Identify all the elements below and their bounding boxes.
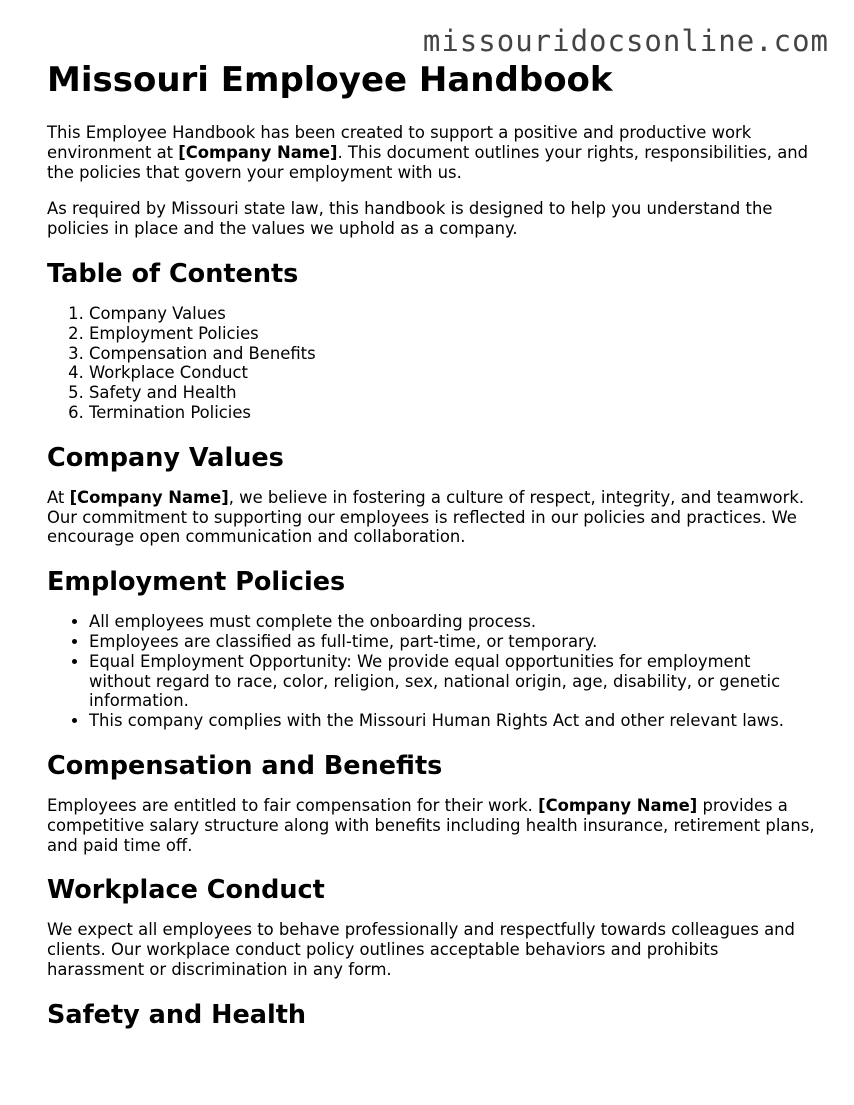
compensation-heading: Compensation and Benefits	[47, 750, 443, 781]
safety-heading: Safety and Health	[47, 999, 307, 1030]
intro-paragraph-2: As required by Missouri state law, this handbook is designed to help you understand the policies in place and the values we uphold as a company.	[47, 199, 773, 239]
policy-item: • This company complies with the Missouri Human Rights Act and other relevant laws.	[89, 711, 817, 731]
compensation-text-start: Employees are entitled to fair compensation for their work.	[47, 795, 539, 815]
workplace-conduct-paragraph: We expect all employees to behave professionally and respectfully towards colleagues and clients. Our workplace conduct policy outlines acceptable behaviors and prohibits harassment or discrimination in any form.	[47, 920, 795, 979]
policy-item: • All employees must complete the onboarding process.	[89, 612, 817, 632]
intro-text-start: This Employee Handbook has been created to support a positive and productive work environment at	[47, 123, 752, 162]
document-title: Missouri Employee Handbook	[47, 60, 613, 100]
toc-item: 2. Employment Policies	[89, 324, 817, 344]
toc-item: 5. Safety and Health	[89, 383, 817, 403]
site-watermark: missouridocsonline.com	[422, 24, 829, 58]
document-body	[47, 123, 817, 1045]
company-name-placeholder: [Company Name]	[178, 142, 338, 162]
toc-item: 3. Compensation and Benefits	[89, 344, 817, 364]
employment-policies-heading: Employment Policies	[47, 567, 346, 598]
employment-policies-list	[47, 612, 817, 731]
intro-text-end: . This document outlines your rights, responsibilities, and the policies that govern your employment with us.	[47, 142, 809, 182]
company-values-text-start: At	[47, 487, 70, 507]
workplace-conduct-heading: Workplace Conduct	[47, 875, 325, 906]
company-values-paragraph	[47, 488, 817, 547]
compensation-text-end: provides a competitive salary structure along with benefits including health insurance, retirement plans, and paid time off.	[47, 795, 815, 855]
toc-heading: Table of Contents	[47, 258, 299, 289]
company-values-text-end: , we believe in fostering a culture of respect, integrity, and teamwork. Our commitment to supporting our employees is reflected in our policies and practices. We encourage open communication and collaboration.	[47, 487, 805, 547]
toc-list	[47, 304, 817, 423]
toc-item: 1. Company Values	[89, 304, 817, 324]
toc-item: 6. Termination Policies	[89, 403, 817, 423]
intro-paragraph-1	[47, 123, 817, 182]
policy-item: • Employees are classified as full-time, part-time, or temporary.	[89, 632, 817, 652]
company-values-heading: Company Values	[47, 442, 284, 473]
company-name-placeholder: [Company Name]	[538, 795, 698, 815]
policy-item: • Equal Employment Opportunity: We provide equal opportunities for employment without regard to race, color, religion, sex, national origin, age, disability, or genetic information.	[89, 652, 817, 711]
compensation-paragraph	[47, 796, 817, 855]
toc-item: 4. Workplace Conduct	[89, 363, 817, 383]
company-name-placeholder: [Company Name]	[69, 487, 229, 507]
